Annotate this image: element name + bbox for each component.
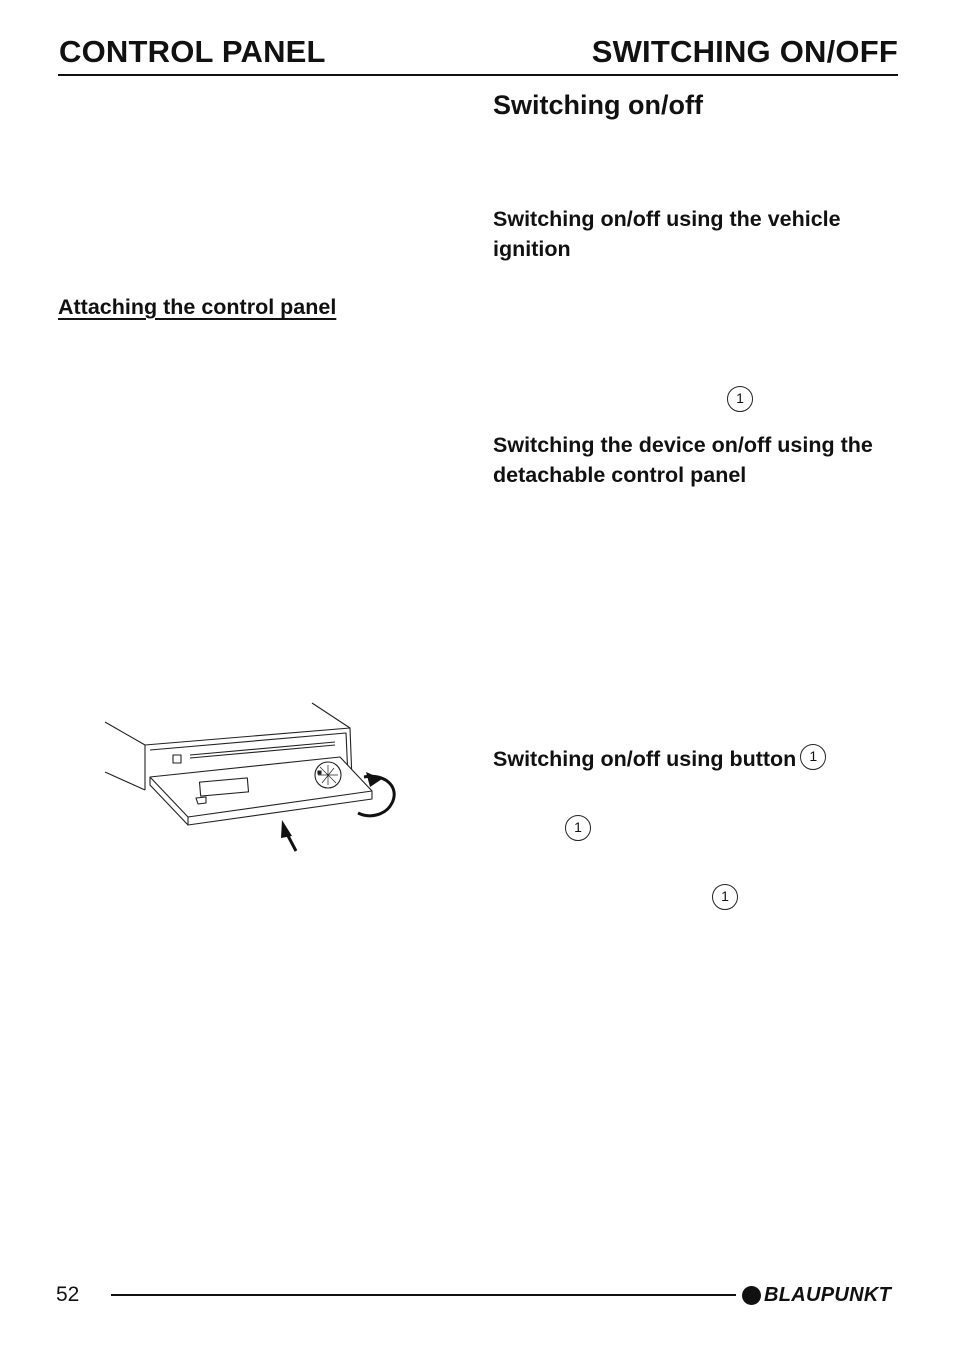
header-rule bbox=[58, 74, 898, 76]
heading-detachable: Switching the device on/off using the detachable control panel bbox=[493, 433, 873, 487]
brand-logo bbox=[742, 1282, 891, 1308]
radio-control-panel-attaching-illustration bbox=[100, 695, 410, 860]
heading-ignition: Switching on/off using the vehicle ignition bbox=[493, 207, 841, 261]
brand-logo-text: BLAUPUNKT bbox=[764, 1283, 892, 1306]
button-1-marker: 1 bbox=[565, 815, 591, 841]
heading-button bbox=[493, 744, 913, 774]
footer-rule bbox=[111, 1294, 736, 1296]
section-title: Switching on/off bbox=[493, 90, 703, 120]
heading-attaching: Attaching the control panel bbox=[58, 295, 337, 319]
page-number: 52 bbox=[56, 1283, 80, 1306]
heading-button-text: Switching on/off using button bbox=[493, 747, 797, 771]
button-1-marker: 1 bbox=[800, 744, 826, 770]
brand-logo-dot-icon bbox=[742, 1286, 761, 1305]
header-right-title: SWITCHING ON/OFF bbox=[591, 34, 898, 69]
header-left-title: CONTROL PANEL bbox=[59, 34, 326, 69]
button-1-marker: 1 bbox=[712, 884, 738, 910]
button-1-marker: 1 bbox=[727, 386, 753, 412]
